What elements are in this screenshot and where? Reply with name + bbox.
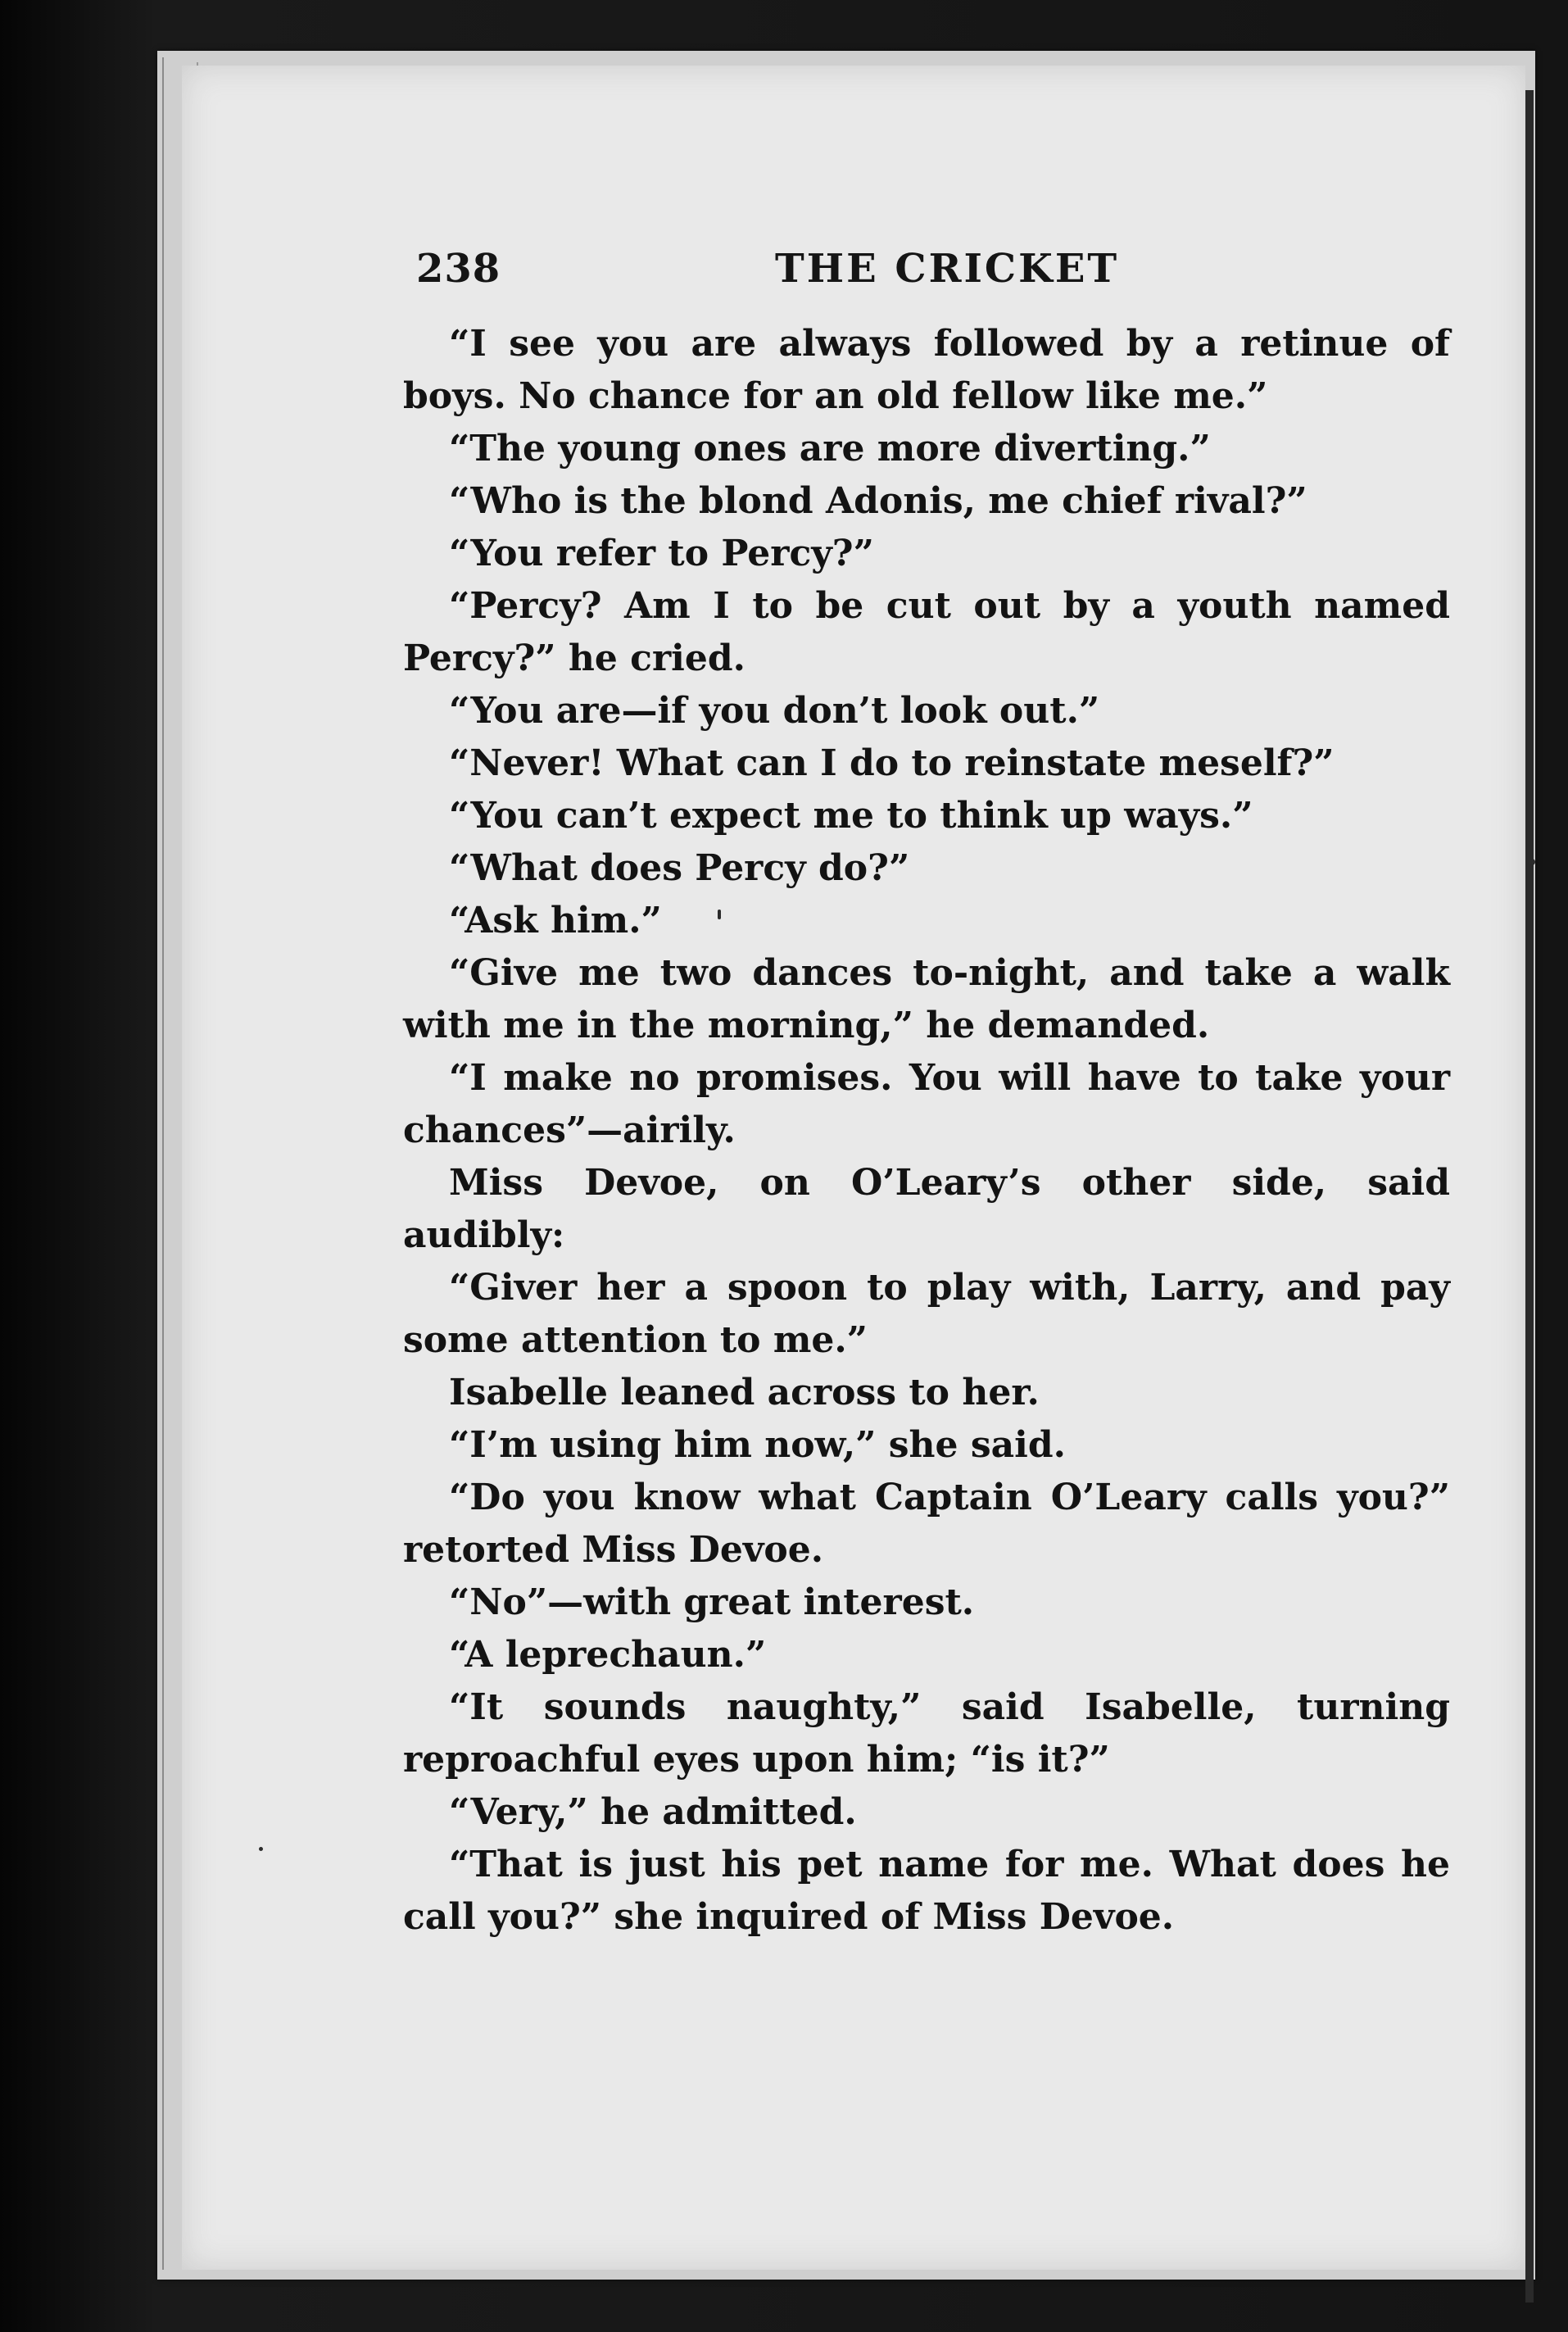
paragraph: “Never! What can I do to reinstate meself?”: [449, 742, 1335, 784]
scan-speck: [259, 1847, 263, 1851]
paragraph: “You are—if you don’t look out.”: [449, 690, 1100, 732]
paragraph: “I see you are always followed by a retinue of boys. No chance for an old fellow like me.”: [403, 323, 1450, 417]
page-header: [416, 246, 1440, 295]
paragraph: “It sounds naughty,” said Isabelle, turning reproachful eyes upon him; “is it?”: [403, 1686, 1450, 1781]
paragraph: “The young ones are more diverting.”: [449, 428, 1211, 470]
body-text: [403, 318, 1450, 1944]
paragraph: “Give me two dances to-night, and take a walk with me in the morning,” he demanded.: [403, 952, 1450, 1046]
page-right-shadow: [1525, 90, 1534, 2303]
scan-speck: [718, 910, 721, 919]
paragraph: “No”—with great interest.: [449, 1581, 975, 1623]
paragraph: “You can’t expect me to think up ways.”: [449, 795, 1253, 837]
paragraph: “I’m using him now,” she said.: [449, 1424, 1066, 1466]
paragraph: “Ask him.”: [449, 900, 662, 941]
running-title: THE CRICKET: [775, 246, 1120, 292]
page-number: 238: [416, 246, 501, 292]
paragraph: “Do you know what Captain O’Leary calls you?” retorted Miss Devoe.: [403, 1477, 1450, 1571]
scan-speck: [1529, 859, 1535, 865]
paragraph: “You refer to Percy?”: [449, 533, 874, 574]
paragraph: “I make no promises. You will have to take your chances”—airily.: [403, 1057, 1450, 1151]
paragraph: “That is just his pet name for me. What does he call you?” she inquired of Miss Devoe.: [403, 1844, 1450, 1938]
paragraph: “Who is the blond Adonis, me chief rival?”: [449, 480, 1307, 522]
paragraph: Isabelle leaned across to her.: [449, 1372, 1040, 1413]
paragraph: “Very,” he admitted.: [449, 1791, 857, 1833]
paragraph: “Giver her a spoon to play with, Larry, and pay some attention to me.”: [403, 1267, 1450, 1361]
paragraph: “Percy? Am I to be cut out by a youth named Percy?” he cried.: [403, 585, 1450, 679]
paragraph: Miss Devoe, on O’Leary’s other side, said audibly:: [403, 1162, 1450, 1256]
paragraph: “What does Percy do?”: [449, 847, 910, 889]
paragraph: “A leprechaun.”: [449, 1634, 767, 1676]
